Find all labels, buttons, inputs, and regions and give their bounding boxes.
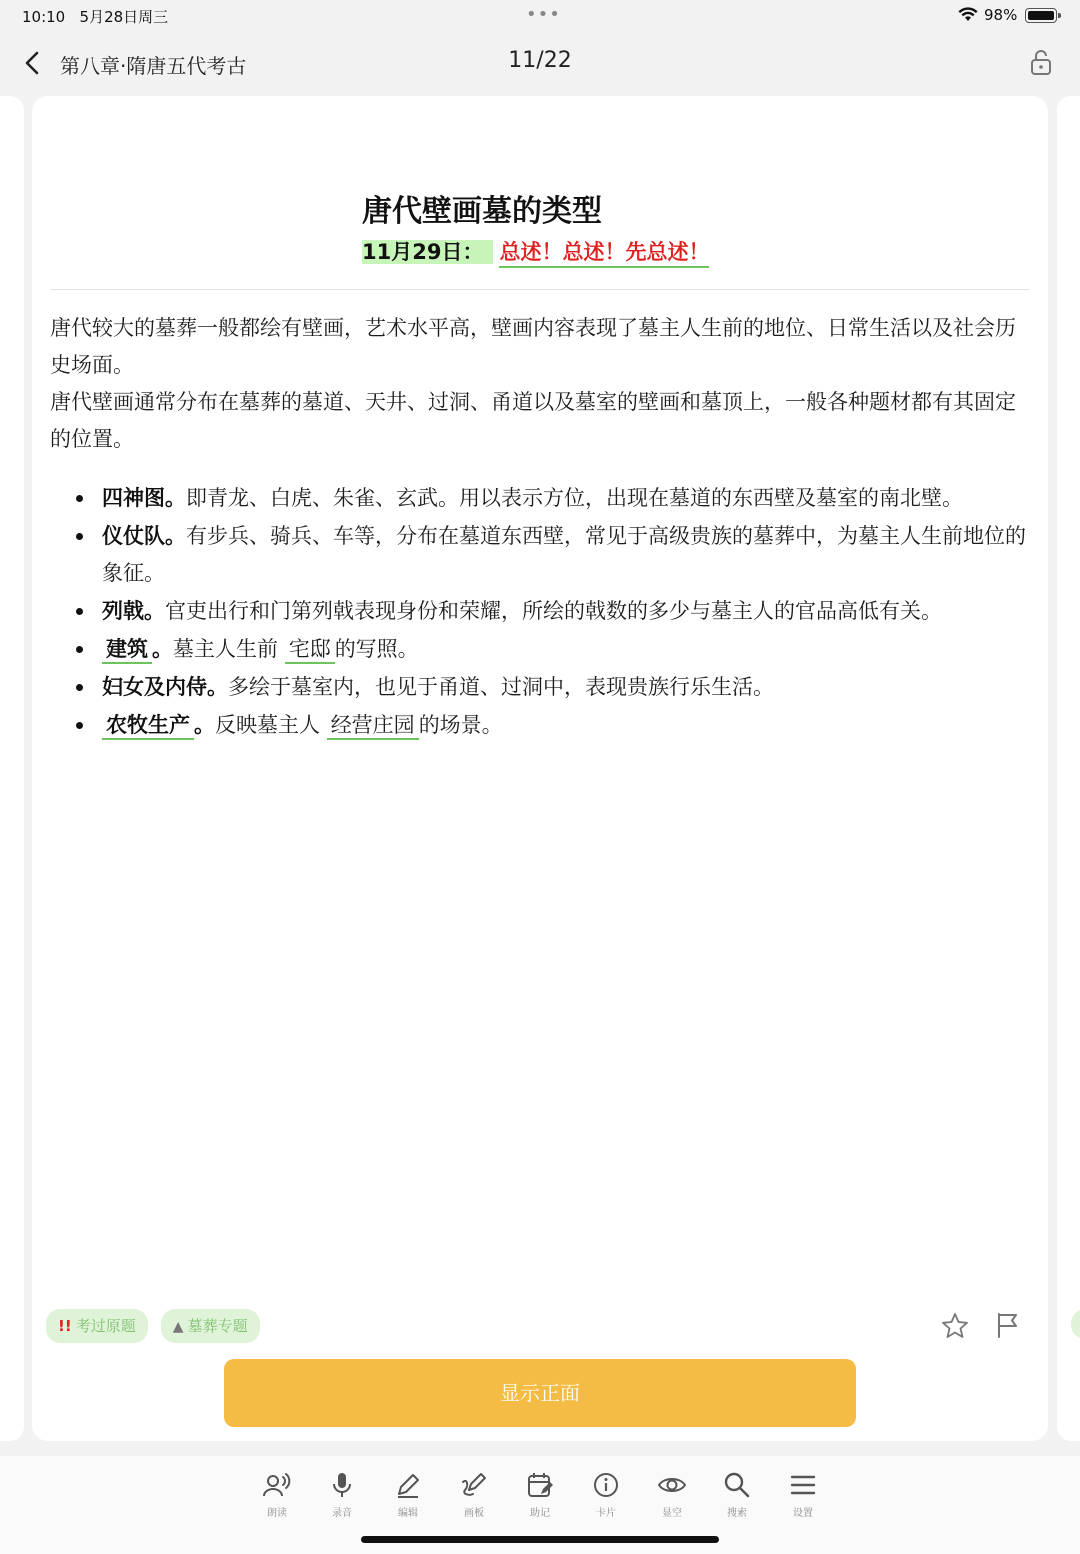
status-bar: [0, 0, 1080, 32]
paragraph: 唐代较大的墓葬一般都绘有壁画，艺术水平高，壁画内容表现了墓主人生前的地位、日常生活以及社会历史场面。: [50, 316, 1016, 377]
toolbar-mnemonic[interactable]: 助记: [515, 1470, 565, 1519]
divider: [50, 289, 1030, 290]
tag-list: [46, 1309, 268, 1343]
toolbar-search[interactable]: 搜索: [712, 1470, 762, 1519]
list-item: 妇女及内侍。多绘于墓室内，也见于甬道、过洞中，表现贵族行乐生活。: [50, 669, 1034, 706]
calendar-pen-icon: [525, 1470, 555, 1500]
list-item: 仪仗队。有步兵、骑兵、车等，分布在墓道东西壁，常见于高级贵族的墓葬中，为墓主人生前地位的象征。: [50, 518, 1034, 592]
chapter-title[interactable]: 第八章·隋唐五代考古: [60, 54, 247, 78]
eye-icon: [657, 1470, 687, 1500]
card-counter: 11/22: [508, 48, 572, 73]
highlighted-term: 经营庄园: [327, 713, 419, 740]
highlighted-term: 宅邸: [285, 637, 335, 664]
next-card-peek[interactable]: [1057, 96, 1080, 1441]
star-icon[interactable]: [940, 1311, 970, 1341]
toolbar-drawing-board[interactable]: 画板: [449, 1470, 499, 1519]
unlock-icon[interactable]: [1028, 48, 1054, 76]
toolbar-record[interactable]: 录音: [317, 1470, 367, 1519]
card-title: 唐代壁画墓的类型: [362, 194, 602, 229]
card-body: [50, 310, 1034, 745]
toolbar-edit[interactable]: 编辑: [383, 1470, 433, 1519]
search-icon: [722, 1470, 752, 1500]
previous-card-peek[interactable]: [0, 96, 24, 1441]
flag-icon[interactable]: [994, 1310, 1022, 1340]
double-exclamation-icon: !!: [58, 1317, 72, 1335]
tombstone-icon: ▲: [172, 1319, 184, 1335]
toolbar-settings[interactable]: 设置: [778, 1470, 828, 1519]
nav-bar: [0, 38, 1080, 88]
microphone-icon: [327, 1470, 357, 1500]
toolbar-card[interactable]: 卡片: [581, 1470, 631, 1519]
status-time: 10:10 5月28日周三: [22, 8, 169, 26]
toolbar-read-aloud[interactable]: 朗读: [252, 1470, 302, 1519]
wifi-icon: [958, 7, 978, 23]
toolbar-blank[interactable]: 显空: [647, 1470, 697, 1519]
tag-burial-topic[interactable]: ▲ 墓葬专题: [161, 1309, 260, 1343]
battery-icon: [1025, 8, 1057, 23]
drawing-board-icon: [459, 1470, 489, 1500]
list-item: 农牧生产 。反映墓主人 经营庄园 的场景。: [50, 707, 1034, 744]
urgent-note: 总述！总述！先总述！: [499, 240, 709, 268]
list-item: 列戟。官吏出行和门第列戟表现身份和荣耀，所绘的戟数的多少与墓主人的官品高低有关。: [50, 593, 1034, 630]
mural-type-list: [50, 480, 1034, 744]
battery-percent: 98%: [984, 6, 1018, 24]
show-front-button[interactable]: 显示正面: [224, 1359, 856, 1427]
multitasking-dots-icon[interactable]: •••: [526, 4, 561, 25]
home-indicator[interactable]: [361, 1536, 719, 1543]
flashcard: [32, 96, 1048, 1441]
menu-icon: [788, 1470, 818, 1500]
review-date: 11月29日：: [362, 240, 493, 264]
paragraph: 唐代壁画通常分布在墓葬的墓道、天井、过洞、甬道以及墓室的壁画和墓顶上，一般各种题材都有其固定的位置。: [50, 390, 1016, 451]
read-aloud-icon: [262, 1470, 292, 1500]
list-item: 建筑 。墓主人生前 宅邸 的写照。: [50, 631, 1034, 668]
review-note: [362, 236, 709, 266]
tag-exam-question[interactable]: !! 考过原题: [46, 1309, 148, 1343]
list-item: 四神图。即青龙、白虎、朱雀、玄武。用以表示方位，出现在墓道的东西壁及墓室的南北壁。: [50, 480, 1034, 517]
info-icon: [591, 1470, 621, 1500]
pencil-icon: [393, 1470, 423, 1500]
